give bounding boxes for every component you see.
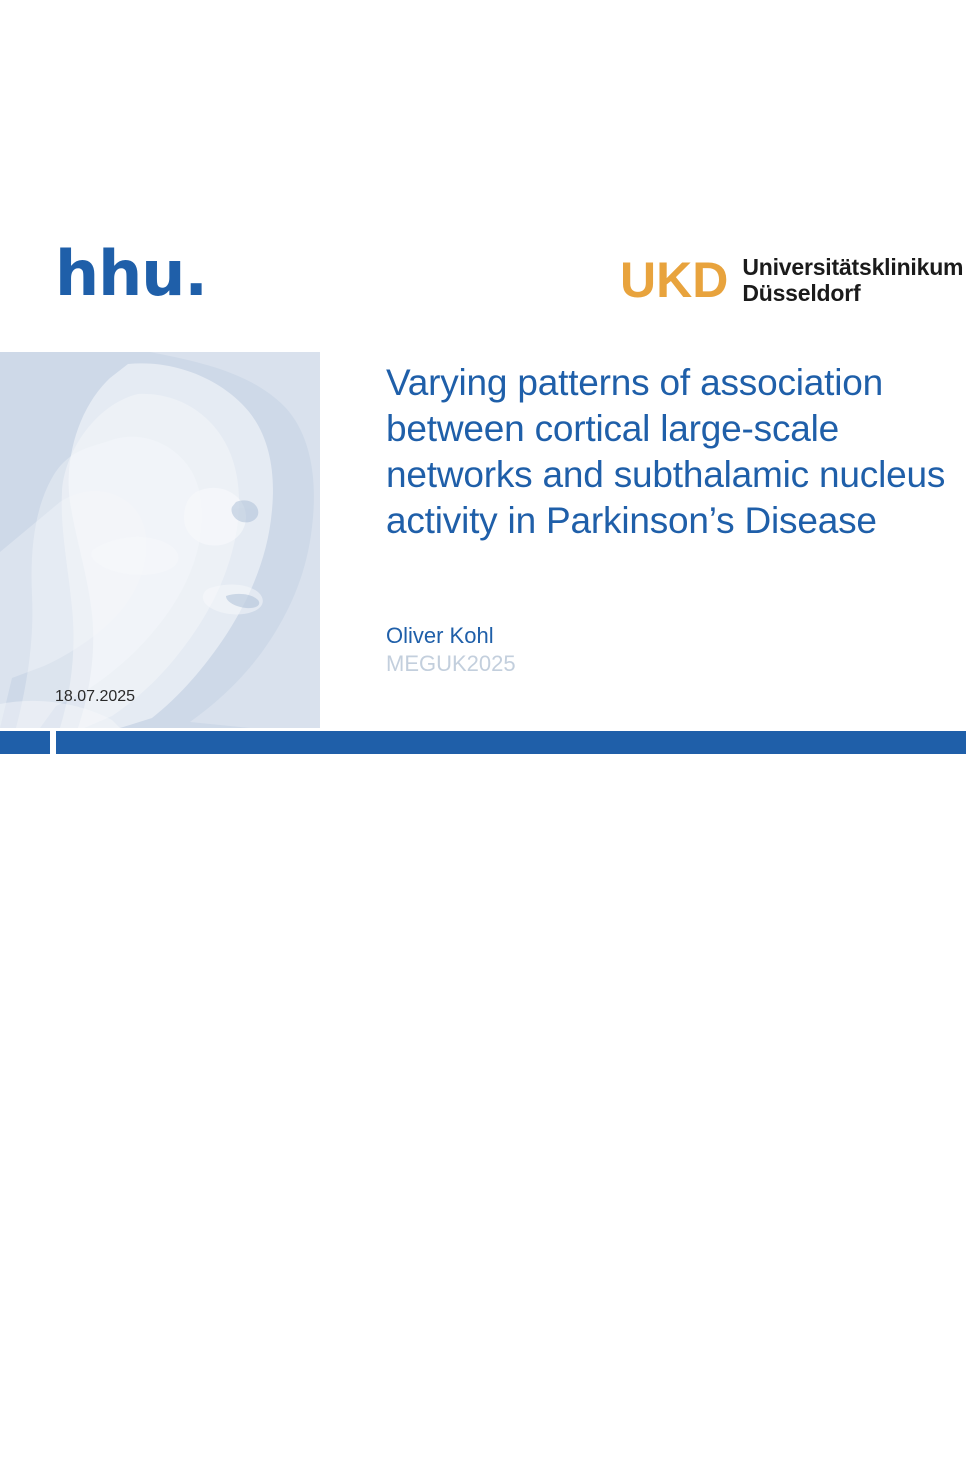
- ukd-logo: [620, 248, 963, 312]
- hhu-logo-text: hhu: [55, 237, 185, 310]
- ukd-logo-line1: Universitätsklinikum: [742, 254, 964, 280]
- ukd-logo-line2: Düsseldorf: [742, 280, 861, 306]
- slide-event: MEGUK2025: [386, 651, 516, 676]
- slide-title: Varying patterns of association between cortical large-scale networks and subthalamic nucleus activity in Parkinson’s Disease: [386, 362, 946, 541]
- heine-portrait-image: [0, 352, 320, 728]
- footer-url: hhu.de: [904, 1466, 944, 1480]
- footer-bar: [56, 731, 966, 1480]
- ukd-logo-mark: UKD: [620, 252, 729, 308]
- hhu-logo: [55, 238, 235, 318]
- ukd-logo-wordmark: [742, 254, 963, 306]
- footer-bar-accent: [0, 731, 50, 754]
- hhu-logo-dot: .: [184, 237, 207, 310]
- slide-date: 18.07.2025: [55, 688, 136, 705]
- slide-author: Oliver Kohl: [386, 623, 494, 648]
- heine-portrait-illustration: [0, 352, 320, 728]
